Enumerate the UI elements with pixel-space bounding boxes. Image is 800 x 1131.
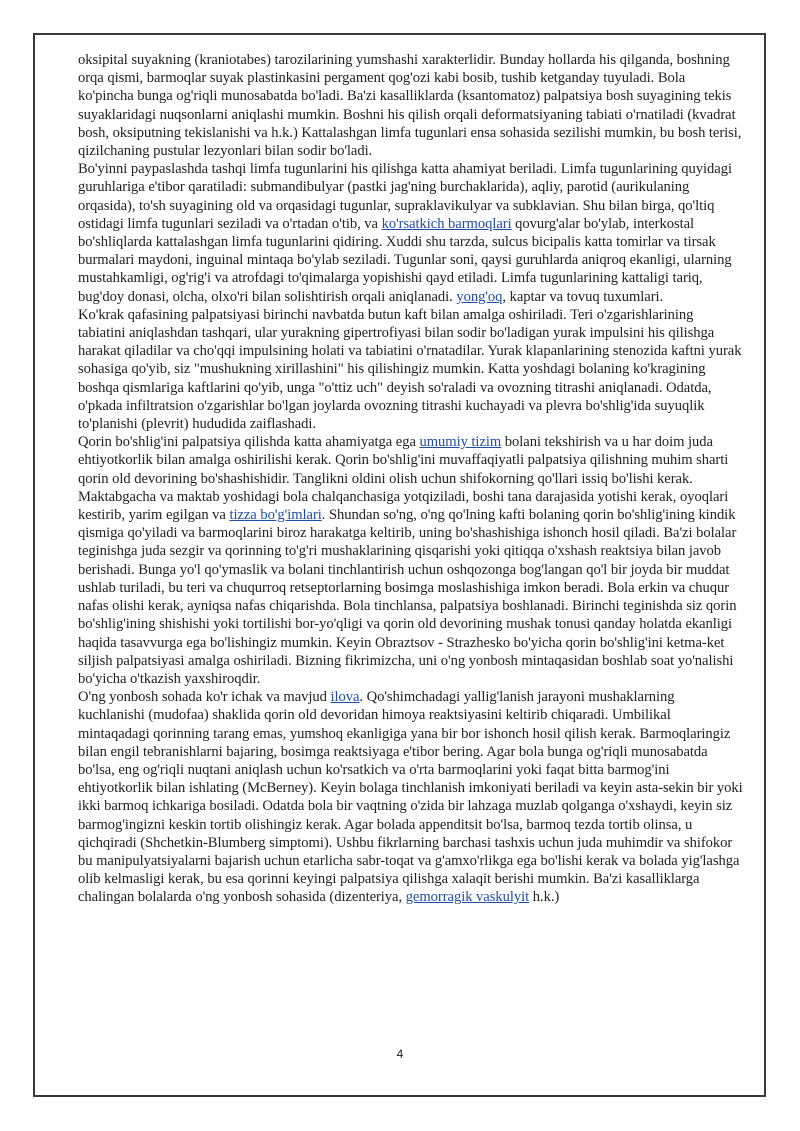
text-segment: O'ng yonbosh sohada ko'r ichak va mavjud (78, 689, 331, 706)
text-segment: h.k.) (529, 889, 560, 906)
paragraph (78, 51, 744, 160)
text-segment: Bo'yinni paypaslashda tashqi limfa tugunlarini his qilishga katta ahamiyat beriladi. Limfa tugunlarining quyidagi guruhlariga e'tibor qaratiladi: submandibulyar (pastki jag'ning burchaklarida), aqliy, parotid (aurikulaning orqasida), to'sh suyagining old va orqasidagi tugunlar, supraklavikulyar va subklavian. Shu bilan birga, qo'ltiq ostidagi limfa tugunlari seziladi va o'rtadan o'tib, va (78, 161, 732, 232)
text-segment: bolani tekshirish va u har doim juda ehtiyotkorlik bilan amalga oshirilishi kerak. Qorin bo'shlig'ini muvaffaqiyatli palpatsiya qilishning muhim sharti qorin old devorining bo'shashishidir. Tanglikni oldini olish uchun shifokorning qo'llari issiq bo'lishi kerak. Maktabgacha va maktab yoshidagi bola chalqanchasiga yotqiziladi, boshi tana darajasida yotishi kerak, oyoqlari kestirib, yarim egilgan va (78, 434, 729, 524)
document-body (78, 51, 744, 907)
text-segment: qovurg'alar bo'ylab, interkostal bo'shliqlarda kattalashgan limfa tugunlarini qidiring. Xuddi shu tarzda, sulcus bicipalis katta tomirlar va tirsak burmalari maydoni, inguinal mintaqa bo'ylab seziladi. Tugunlar soni, qaysi guruhlarda aniqroq ekanligi, ularning mustahkamligi, og'rig'i va atrofdagi to'qimalarga yopishishi qayd etiladi. Limfa tugunlarining kattaligi tariq, bug'doy donasi, olcha, olxo'ri bilan solishtirish orqali aniqlanadi. (78, 215, 732, 305)
paragraph (78, 433, 744, 688)
page-number: 4 (396, 1047, 404, 1061)
inline-link[interactable]: tizza bo'g'imlari (229, 507, 322, 524)
paragraph (78, 306, 744, 433)
inline-link[interactable]: gemorragik vaskulyit (405, 889, 530, 906)
paragraph (78, 160, 744, 306)
text-segment: oksipital suyakning (kraniotabes) tarozilarining yumshashi xarakterlidir. Bunday hollarda his qilganda, boshning orqa qismi, barmoqlar suyak plastinkasini pergament qog'ozi kabi bosib, tushib ketganday tuyuladi. Bola ko'pincha bunga og'riqli munosabatda bo'ladi. Ba'zi kasalliklarda (ksantomatoz) palpatsiya bosh suyagining tekis suyaklaridagi nuqsonlarni aniqlashi mumkin. Boshni his qilish orqali deformatsiyaning tabiati o'rnatiladi (kvadrat bosh, oksiputning tekislanishi va h.k.) Kattalashgan limfa tugunlari ensa sohasida sezilishi mumkin, bu bosh terisi, qizilchaning pustular lezyonlari bilan sodir bo'ladi. (78, 52, 742, 160)
text-segment: Qorin bo'shlig'ini palpatsiya qilishda katta ahamiyatga ega (78, 434, 420, 451)
paragraph (78, 688, 744, 906)
inline-link[interactable]: ko'rsatkich barmoqlari (381, 215, 512, 232)
text-segment: . Shundan so'ng, o'ng qo'lning kafti bolaning qorin bo'shlig'ining kindik qismiga qo'yiladi va barmoqlarini biroz harakatga keltirib, uning bo'shashishiga ishonch hosil qiladi. Ba'zi bolalar teginishga juda sezgir va qorinning to'g'ri mushaklarining qisqarishi yoki qitiqqa o'xshash reaktsiya bilan javob berishadi. Bunga yo'l qo'ymaslik va bolani tinchlantirish uchun oshqozonga bog'langan qo'l bir joyda bir muddat ushlab turiladi, bu teri va chuqurroq retseptorlarning bosimga moslashishiga imkon beradi. Bola erkin va chuqur nafas olishi kerak, ayniqsa nafas chiqarishda. Bola tinchlansa, palpatsiya boshlanadi. Birinchi teginishda siz qorin bo'shlig'ining shishishi yoki tortilishi bor-yo'qligi va qorin old devorining mushak tonusi qanday holatda ekanligi haqida tasavvurga ega bo'lishingiz mumkin. Keyin Obraztsov - Strazhesko bo'yicha qorin bo'shlig'ini ketma-ket siljish palpatsiyasi amalga oshiriladi. Bizning fikrimizcha, uni o'ng yonbosh mintaqasidan boshlab soat yo'nalishi bo'yicha o'tkazish yaxshiroqdir. (78, 507, 737, 687)
inline-link[interactable]: yong'oq (456, 288, 503, 305)
text-segment: Ko'krak qafasining palpatsiyasi birinchi navbatda butun kaft bilan amalga oshiriladi. Teri o'zgarishlarining tabiatini aniqlashdan tashqari, ular yurakning gipertrofiyasi bilan sodir bo'ladigan yurak impulsini his qilishga harakat qiladilar va cho'qqi impulsining holati va tabiatini o'rnatadilar. Yurak klapanlarining stenozida kaftni yurak sohasiga qo'yib, siz "mushukning xirillashini" his qilishingiz mumkin. Katta yoshdagi bolaning ko'kragining boshqa qismlariga kaftlarini qo'yib, unga "o'ttiz uch" deyish so'raladi va ovozning titrashi aniqlanadi. Odatda, o'pkada infiltratsion o'zgarishlar bo'lgan joylarda ovozning titrashi kuchayadi va plevra bo'shlig'ida suyuqlik to'planishi (plevrit) hududida zaiflashadi. (78, 306, 742, 433)
text-segment: . Qo'shimchadagi yallig'lanish jarayoni mushaklarning kuchlanishi (mudofaa) shaklida qorin old devoridan himoya reaktsiyasini keltirib chiqaradi. Umbilikal mintaqadagi qorinning tarang emas, yumshoq ekanligiga yana bir bor ishonch hosil qilish kerak. Barmoqlaringiz bilan engil tebranishlarni bajaring, bosimga reaktsiyaga e'tibor bering. Agar bola bunga og'riqli munosabatda bo'lsa, eng og'riqli nuqtani aniqlash uchun ko'rsatkich va o'rta barmoqlarini yoki faqat bitta barmog'ini ehtiyotkorlik bilan ishlating (McBerney). Keyin bolaga tinchlanish imkoniyati beriladi va keyin asta-sekin bir yoki ikki barmoq ichkariga bosiladi. Odatda bola bir vaqtning o'zida bir lahzaga muzlab qolganga o'xshaydi, keyin siz barmog'ingizni keskin tortib olishingiz kerak. Agar bolada appenditsit bo'lsa, barmoq tezda tortib olinsa, u qichqiradi (Shchetkin-Blumberg simptomi). Ushbu fikrlarning barchasi tashxis uchun juda muhimdir va shifokor bu manipulyatsiyalarni bajarish uchun etarlicha sabr-toqat va g'amxo'rlikga ega bo'lishi kerak va bolada yig'lashga olib kelmasligi kerak, bu esa qorinni keyingi palpatsiya qilishga xalaqit berishi mumkin. Ba'zi kasalliklarga chalingan bolalarda o'ng yonbosh sohasida (dizenteriya, (78, 689, 743, 906)
inline-link[interactable]: ilova (330, 689, 360, 706)
inline-link[interactable]: umumiy tizim (419, 434, 502, 451)
text-segment: , kaptar va tovuq tuxumlari. (502, 288, 664, 305)
